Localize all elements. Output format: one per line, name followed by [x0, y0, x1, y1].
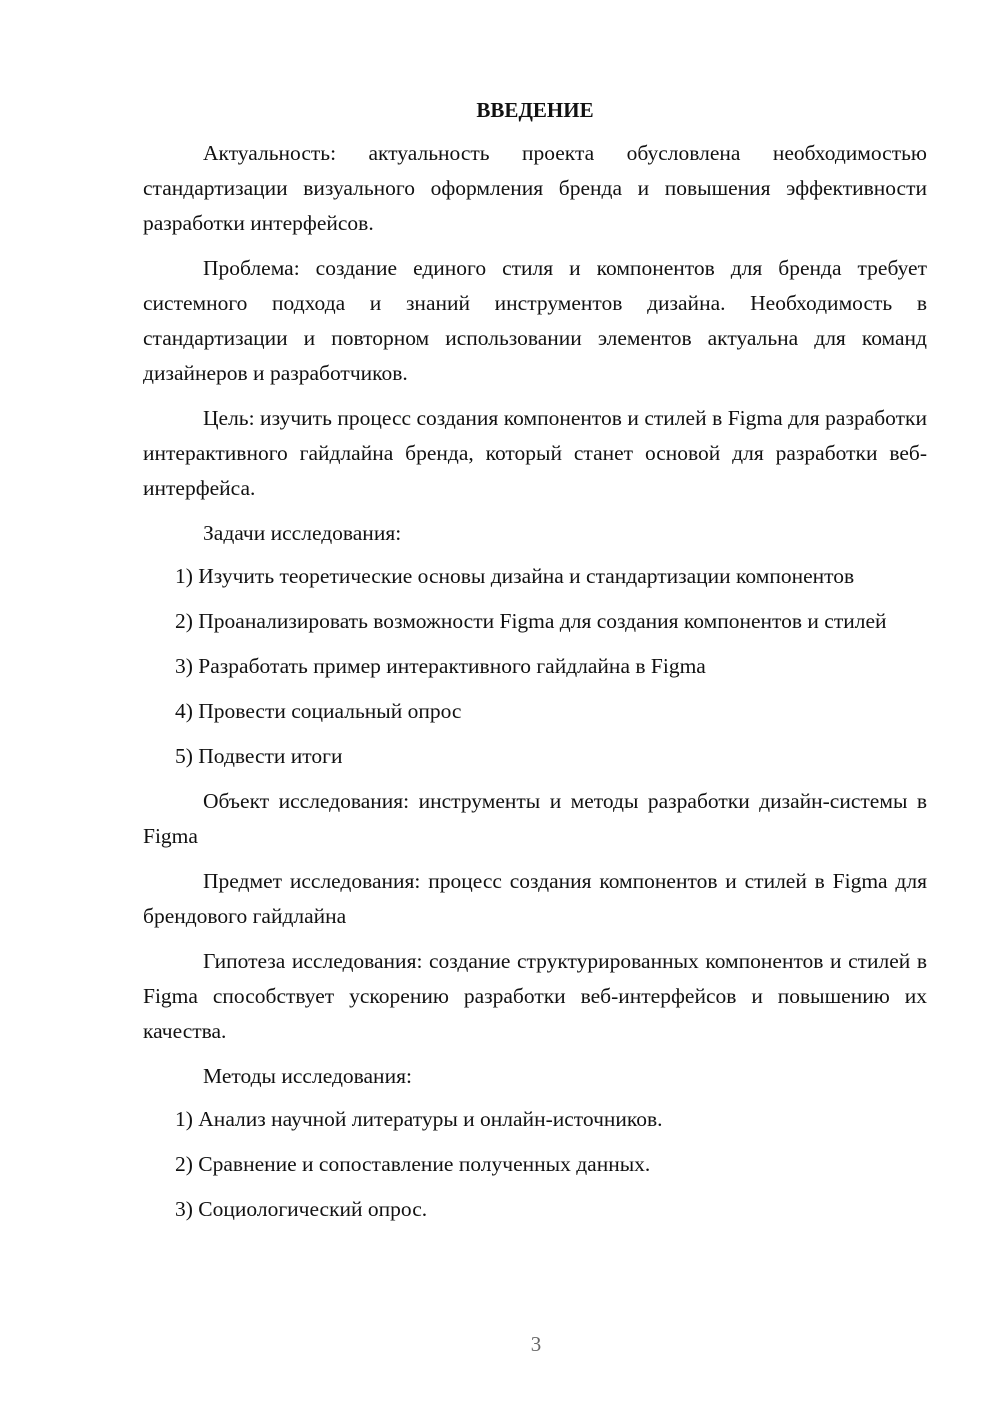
relevance-paragraph: Актуальность: актуальность проекта обусловлена необходимостью стандартизации визуального оформления бренда и повышения эффективности разработки интерфейсов. [143, 141, 927, 235]
page-content [143, 93, 927, 1237]
method-item-1: 1) Анализ научной литературы и онлайн-источников. [175, 1107, 663, 1131]
tasks-heading: Задачи исследования: [203, 521, 402, 545]
object-paragraph: Объект исследования: инструменты и методы разработки дизайн-системы в Figma [143, 789, 927, 848]
method-item-3: 3) Социологический опрос. [175, 1197, 428, 1221]
task-item-1: 1) Изучить теоретические основы дизайна и стандартизации компонентов [175, 564, 855, 588]
page-number: 3 [530, 1332, 542, 1356]
task-item-4: 4) Провести социальный опрос [175, 699, 462, 723]
goal-paragraph: Цель: изучить процесс создания компонентов и стилей в Figma для разработки интерактивного гайдлайна бренда, который станет основой для разработки веб-интерфейса. [143, 406, 927, 500]
methods-heading: Методы исследования: [203, 1064, 412, 1088]
method-item-2: 2) Сравнение и сопоставление полученных данных. [175, 1152, 651, 1176]
task-item-2: 2) Проанализировать возможности Figma для создания компонентов и стилей [175, 609, 887, 633]
task-item-5: 5) Подвести итоги [175, 744, 343, 768]
problem-paragraph: Проблема: создание единого стиля и компонентов для бренда требует системного подхода и знаний инструментов дизайна. Необходимость в стандартизации и повторном использовании элементов актуальна для команд дизайнеров и разработчиков. [143, 256, 927, 385]
hypothesis-paragraph: Гипотеза исследования: создание структурированных компонентов и стилей в Figma способствует ускорению разработки веб-интерфейсов и повышению их качества. [143, 949, 927, 1043]
subject-paragraph: Предмет исследования: процесс создания компонентов и стилей в Figma для брендового гайдлайна [143, 869, 927, 928]
page-title: ВВЕДЕНИЕ [476, 98, 594, 122]
task-item-3: 3) Разработать пример интерактивного гайдлайна в Figma [175, 654, 706, 678]
